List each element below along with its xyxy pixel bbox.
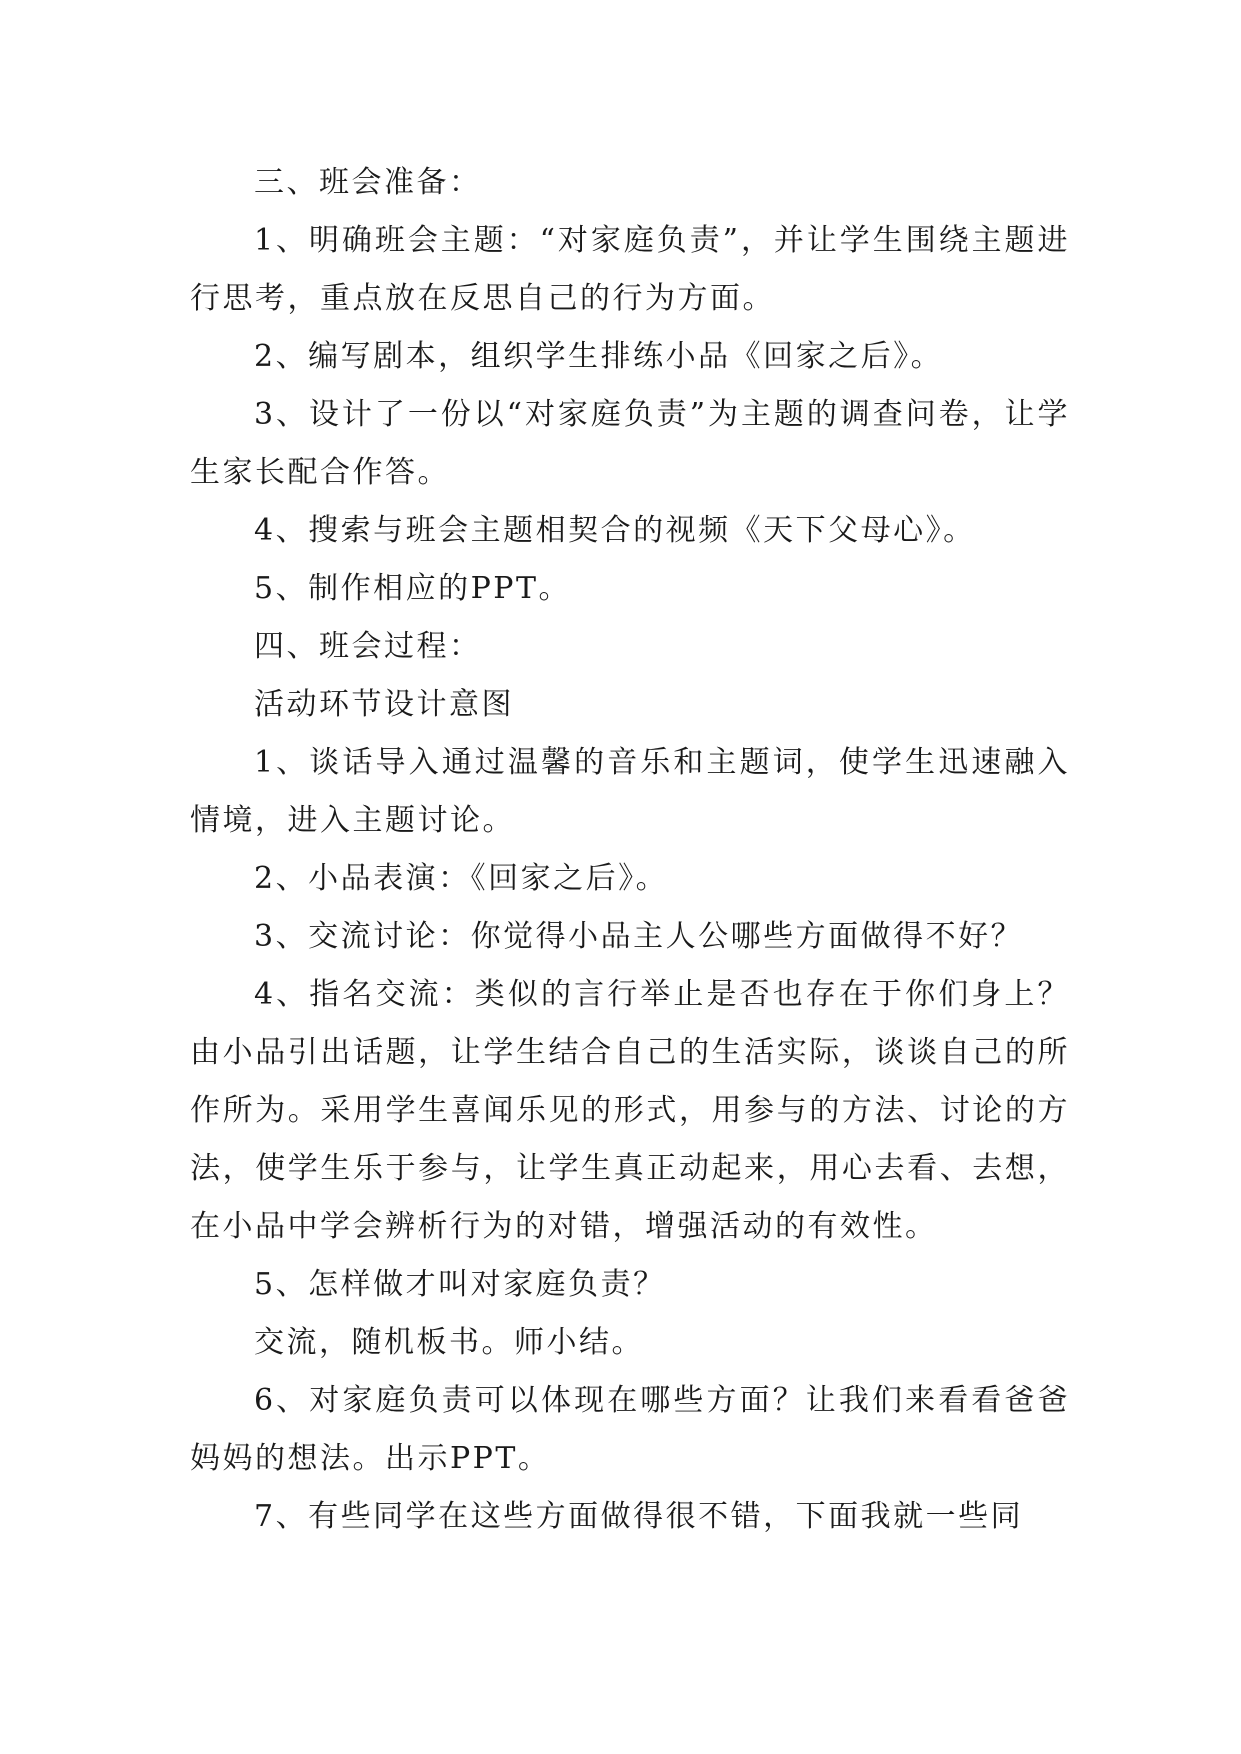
paragraph-process-5-note: 交流，随机板书。师小结。	[254, 1325, 644, 1360]
paragraph-process-1: 1、谈话导入通过温馨的音乐和主题词，使学生迅速融入情境，进入主题讨论。	[190, 745, 1070, 838]
paragraph-prep-2: 2、编写剧本，组织学生排练小品《回家之后》。	[254, 339, 944, 374]
section-heading-preparation: 三、班会准备：	[254, 165, 482, 200]
section-heading-process: 四、班会过程：	[254, 629, 482, 664]
subheading-activity-design: 活动环节设计意图	[254, 687, 514, 722]
paragraph-prep-4: 4、搜索与班会主题相契合的视频《天下父母心》。	[254, 513, 976, 548]
paragraph-process-5: 5、怎样做才叫对家庭负责？	[254, 1267, 666, 1302]
paragraph-process-3: 3、交流讨论：你觉得小品主人公哪些方面做得不好？	[254, 919, 1024, 954]
document-body	[190, 154, 1070, 1546]
paragraph-prep-3: 3、设计了一份以“对家庭负责”为主题的调查问卷，让学生家长配合作答。	[190, 397, 1070, 490]
paragraph-process-7: 7、有些同学在这些方面做得很不错，下面我就一些同	[254, 1499, 1024, 1534]
paragraph-process-4: 4、指名交流：类似的言行举止是否也存在于你们身上？由小品引出话题，让学生结合自己的生活实际，谈谈自己的所作所为。采用学生喜闻乐见的形式，用参与的方法、讨论的方法，使学生乐于参与，让学生真正动起来，用心去看、去想，在小品中学会辨析行为的对错，增强活动的有效性。	[190, 977, 1070, 1244]
paragraph-prep-1: 1、明确班会主题：“对家庭负责”，并让学生围绕主题进行思考，重点放在反思自己的行为方面。	[190, 223, 1070, 316]
paragraph-process-2: 2、小品表演：《回家之后》。	[254, 861, 669, 896]
paragraph-prep-5: 5、制作相应的PPT。	[254, 571, 571, 606]
paragraph-process-6: 6、对家庭负责可以体现在哪些方面？让我们来看看爸爸妈妈的想法。出示PPT。	[190, 1383, 1070, 1476]
